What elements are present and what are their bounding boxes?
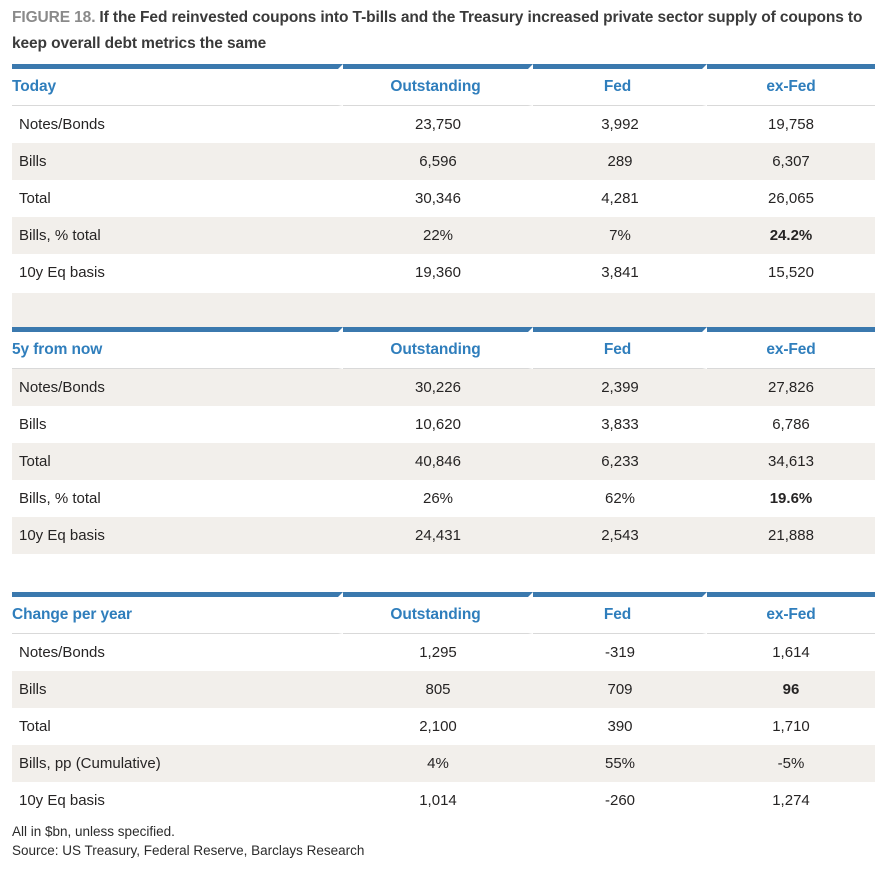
table-row bbox=[12, 369, 875, 406]
cell-value: 4% bbox=[427, 755, 449, 772]
cell-value: 19,758 bbox=[768, 116, 814, 133]
cell-value: 34,613 bbox=[768, 453, 814, 470]
cell-value: -260 bbox=[604, 792, 636, 809]
cell-value: 62% bbox=[604, 490, 636, 507]
cell-value: 55% bbox=[604, 755, 636, 772]
table-row bbox=[12, 782, 875, 819]
table-change-per-year bbox=[12, 592, 875, 819]
row-label: Total bbox=[19, 453, 51, 470]
column-header-ex-fed: ex-Fed bbox=[707, 64, 875, 106]
cell-value: 26% bbox=[422, 490, 454, 507]
row-label: Bills bbox=[19, 681, 47, 698]
cell-value: 1,710 bbox=[772, 718, 810, 735]
cell-value: 27,826 bbox=[768, 379, 814, 396]
cell-value: 1,014 bbox=[419, 792, 457, 809]
cell-value: 289 bbox=[607, 153, 633, 170]
cell-value: 3,841 bbox=[601, 264, 639, 281]
row-label: Total bbox=[19, 190, 51, 207]
cell-value: 6,596 bbox=[419, 153, 457, 170]
column-header-outstanding: Outstanding bbox=[343, 64, 533, 106]
cell-value: 21,888 bbox=[768, 527, 814, 544]
row-label: Bills bbox=[19, 416, 47, 433]
figure-label: FIGURE 18. bbox=[12, 9, 96, 26]
table-row bbox=[12, 143, 875, 180]
cell-value: -319 bbox=[604, 644, 636, 661]
cell-value: 805 bbox=[425, 681, 451, 698]
cell-value: 15,520 bbox=[768, 264, 814, 281]
cell-value: 24,431 bbox=[415, 527, 461, 544]
row-label: Notes/Bonds bbox=[19, 644, 105, 661]
cell-value: 709 bbox=[607, 681, 633, 698]
table-header-row bbox=[12, 592, 875, 634]
row-label: 10y Eq basis bbox=[19, 264, 105, 281]
row-label: Notes/Bonds bbox=[19, 379, 105, 396]
cell-value: 19,360 bbox=[415, 264, 461, 281]
table-row bbox=[12, 708, 875, 745]
cell-value: 26,065 bbox=[768, 190, 814, 207]
table-row bbox=[12, 671, 875, 708]
cell-value: 4,281 bbox=[601, 190, 639, 207]
column-header-ex-fed: ex-Fed bbox=[707, 327, 875, 369]
row-label: Bills, % total bbox=[19, 490, 101, 507]
column-header-fed: Fed bbox=[533, 592, 707, 634]
cell-value: 40,846 bbox=[415, 453, 461, 470]
row-label: Bills, pp (Cumulative) bbox=[19, 755, 161, 772]
cell-value: 6,786 bbox=[772, 416, 810, 433]
table-header-label: Change per year bbox=[12, 592, 343, 634]
column-header-outstanding: Outstanding bbox=[343, 327, 533, 369]
cell-value: 19.6% bbox=[769, 490, 813, 507]
row-label: 10y Eq basis bbox=[19, 792, 105, 809]
table-header-label: Today bbox=[12, 64, 343, 106]
table-row bbox=[12, 745, 875, 782]
tables-container bbox=[12, 64, 875, 819]
row-label: Bills, % total bbox=[19, 227, 101, 244]
table-row bbox=[12, 180, 875, 217]
cell-value: 96 bbox=[782, 681, 800, 698]
cell-value: 2,100 bbox=[419, 718, 457, 735]
row-label: 10y Eq basis bbox=[19, 527, 105, 544]
cell-value: 6,233 bbox=[601, 453, 639, 470]
footnote-units: All in $bn, unless specified. bbox=[12, 824, 175, 839]
cell-value: 23,750 bbox=[415, 116, 461, 133]
table-row bbox=[12, 254, 875, 291]
cell-value: 30,346 bbox=[415, 190, 461, 207]
table-row bbox=[12, 517, 875, 554]
column-header-fed: Fed bbox=[533, 64, 707, 106]
row-label: Total bbox=[19, 718, 51, 735]
row-label: Notes/Bonds bbox=[19, 116, 105, 133]
table-row bbox=[12, 634, 875, 671]
cell-value: -5% bbox=[777, 755, 805, 772]
cell-value: 1,295 bbox=[419, 644, 457, 661]
spacer-stripe bbox=[12, 293, 875, 327]
figure-title bbox=[12, 5, 875, 57]
table-header-row bbox=[12, 64, 875, 106]
cell-value: 3,992 bbox=[601, 116, 639, 133]
cell-value: 1,614 bbox=[772, 644, 810, 661]
table-row bbox=[12, 106, 875, 143]
table-header-label: 5y from now bbox=[12, 327, 343, 369]
table-row bbox=[12, 480, 875, 517]
footnotes bbox=[12, 822, 875, 860]
table-today bbox=[12, 64, 875, 291]
table-row bbox=[12, 217, 875, 254]
cell-value: 1,274 bbox=[772, 792, 810, 809]
cell-value: 22% bbox=[422, 227, 454, 244]
row-label: Bills bbox=[19, 153, 47, 170]
cell-value: 390 bbox=[607, 718, 633, 735]
cell-value: 10,620 bbox=[415, 416, 461, 433]
column-header-outstanding: Outstanding bbox=[343, 592, 533, 634]
table-header-row bbox=[12, 327, 875, 369]
cell-value: 3,833 bbox=[601, 416, 639, 433]
cell-value: 24.2% bbox=[769, 227, 813, 244]
cell-value: 7% bbox=[609, 227, 631, 244]
column-header-ex-fed: ex-Fed bbox=[707, 592, 875, 634]
figure-title-text: If the Fed reinvested coupons into T-bills and the Treasury increased private sector supply of coupons to keep overall debt metrics the same bbox=[12, 9, 863, 52]
cell-value: 6,307 bbox=[772, 153, 810, 170]
cell-value: 30,226 bbox=[415, 379, 461, 396]
table-row bbox=[12, 443, 875, 480]
table-row bbox=[12, 406, 875, 443]
table-5y-from-now bbox=[12, 327, 875, 554]
column-header-fed: Fed bbox=[533, 327, 707, 369]
cell-value: 2,399 bbox=[601, 379, 639, 396]
cell-value: 2,543 bbox=[601, 527, 639, 544]
footnote-source: Source: US Treasury, Federal Reserve, Barclays Research bbox=[12, 843, 365, 858]
